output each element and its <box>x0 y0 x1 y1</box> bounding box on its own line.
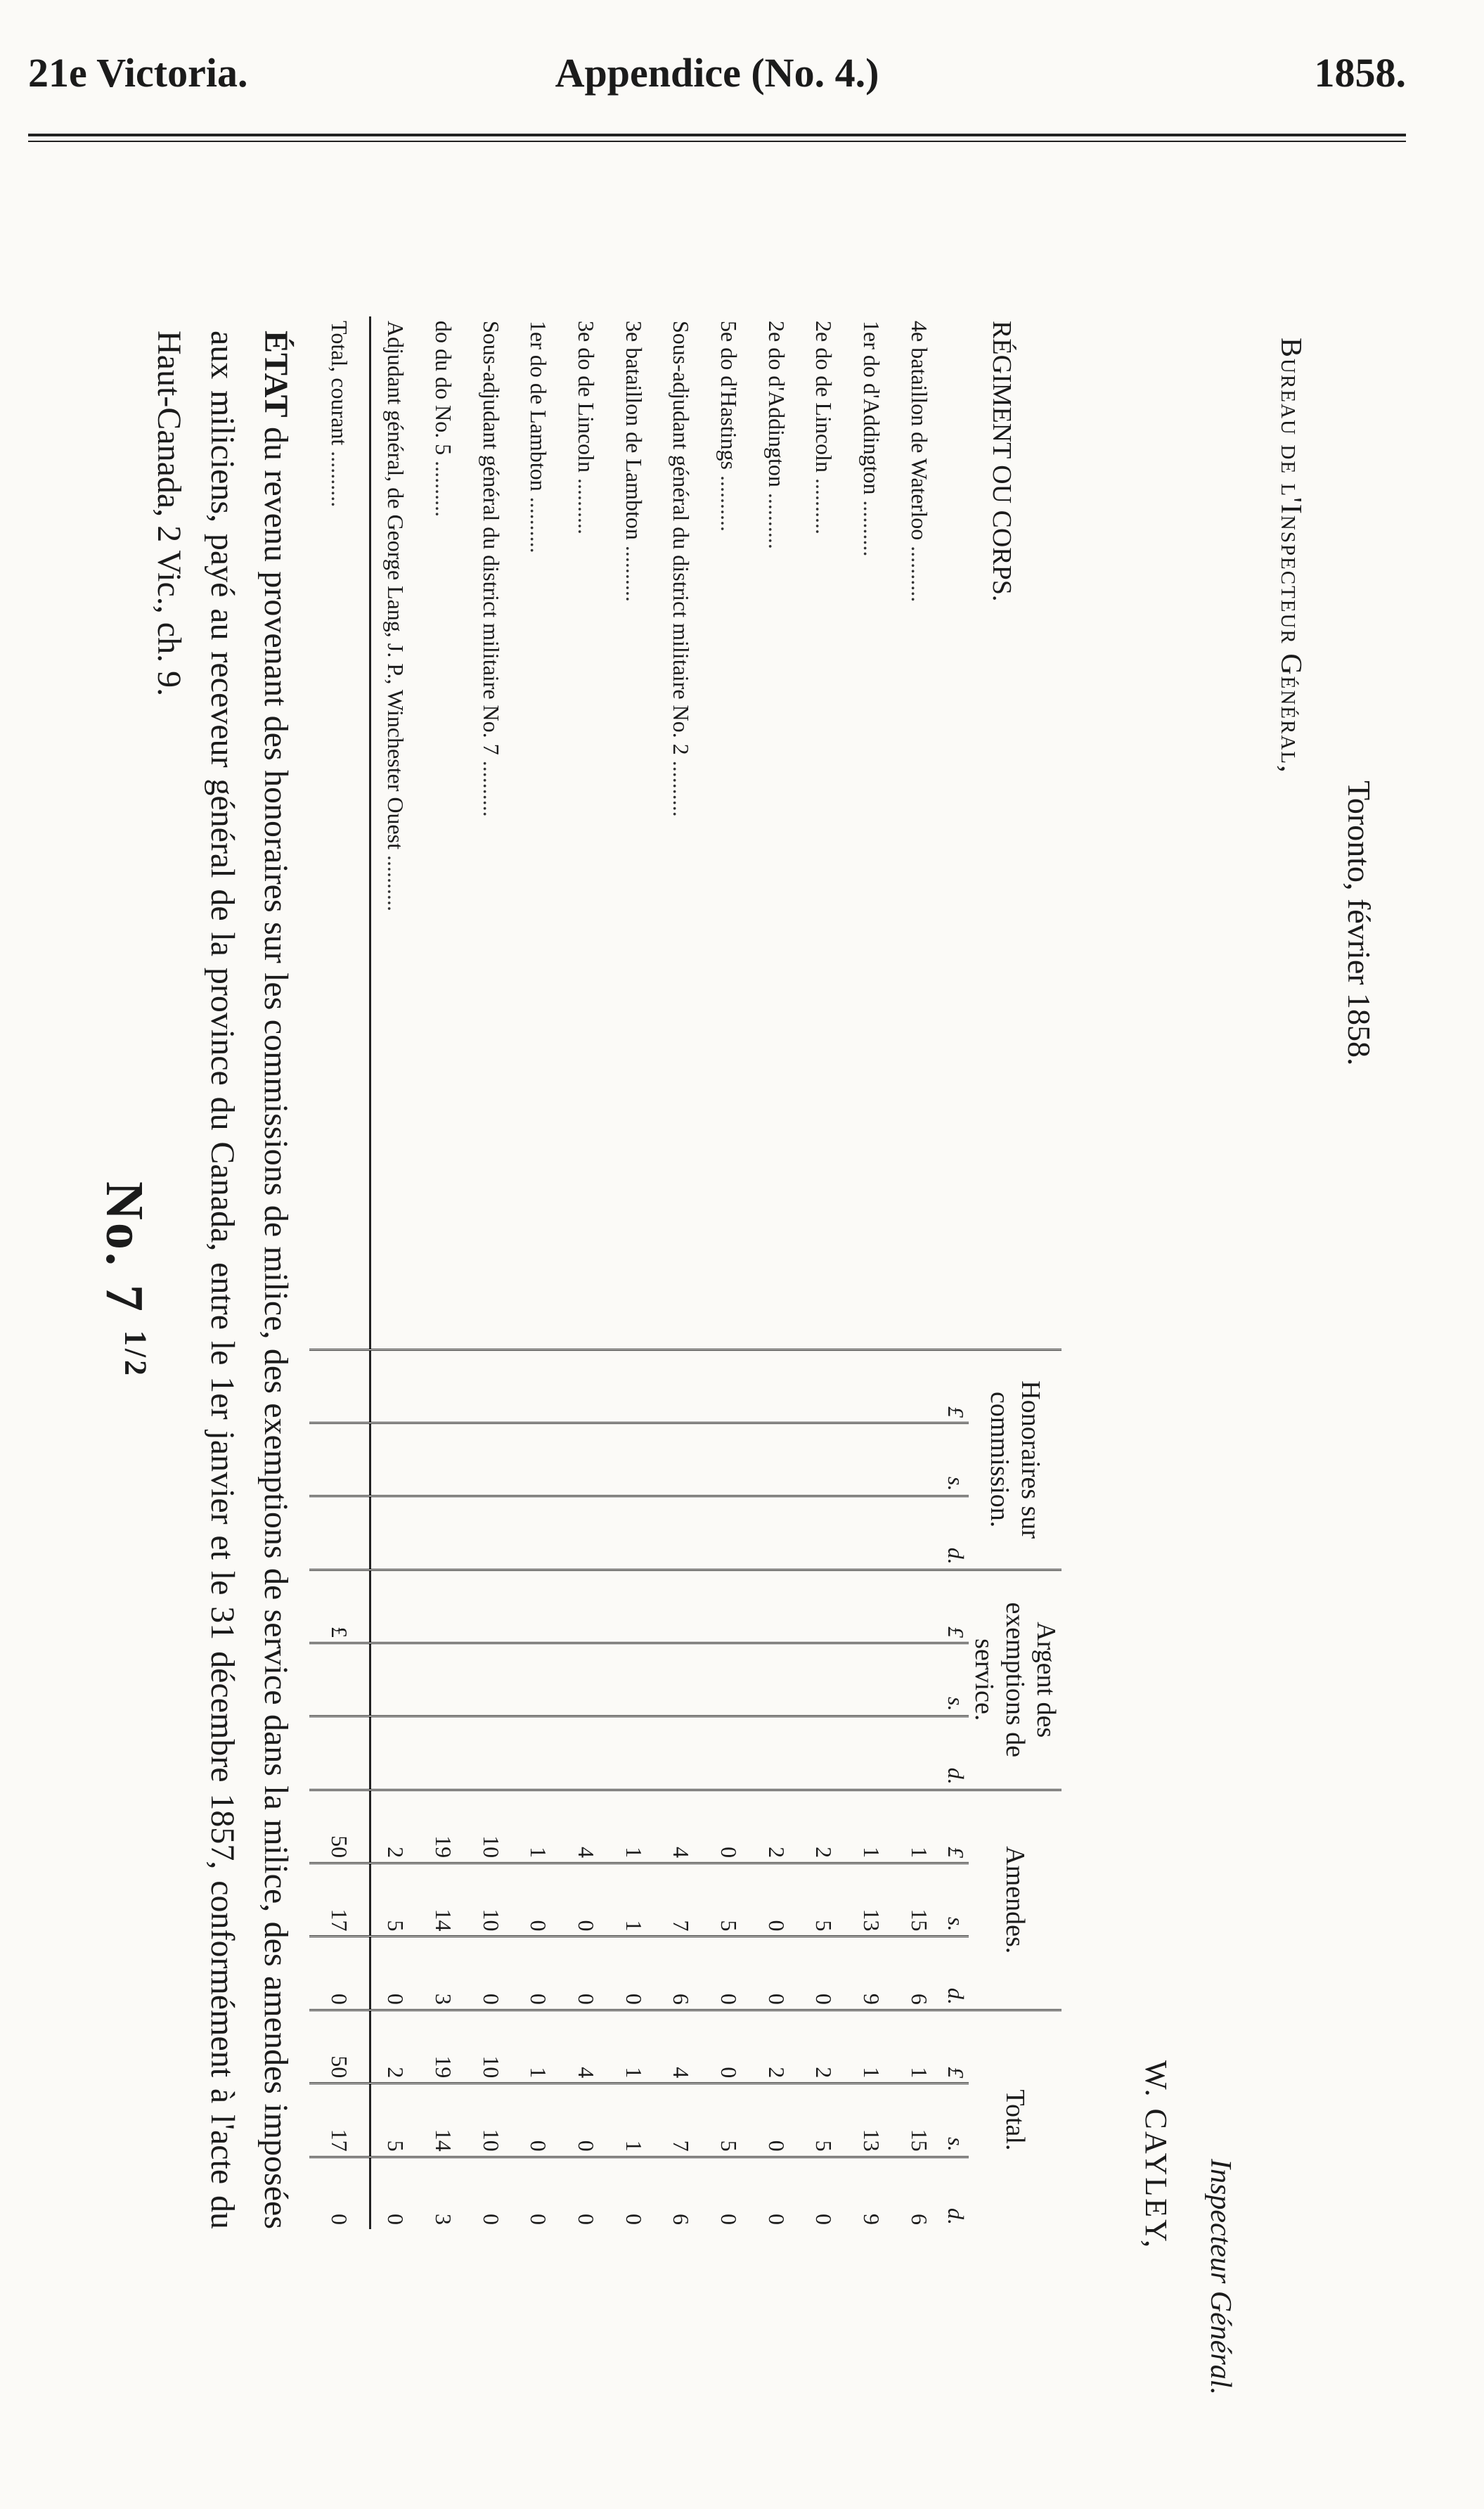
argent-cell <box>467 1716 515 1790</box>
amendes-pence: 0 <box>609 1937 657 2010</box>
amendes-shillings: 1 <box>609 1863 657 1937</box>
honoraires-cell <box>705 1423 753 1496</box>
regiment-name: 4e bataillon de Waterloo <box>906 321 932 541</box>
amendes-pounds: 1 <box>895 1790 943 1863</box>
regiment-name: 1er do d'Addington <box>859 321 884 495</box>
total-shillings: 5 <box>800 2084 848 2157</box>
total-shillings: 5 <box>705 2084 753 2157</box>
total-pence: 0 <box>370 2157 420 2229</box>
header-rule <box>28 134 1406 136</box>
honoraires-cell <box>515 1496 562 1570</box>
argent-cell <box>467 1643 515 1716</box>
total-pounds: 4 <box>562 2010 610 2083</box>
argent-cell <box>515 1643 562 1716</box>
total-pounds: 10 <box>467 2010 515 2083</box>
unit-pence: d. <box>943 1937 969 2010</box>
table-row <box>895 316 943 2229</box>
honoraires-cell <box>895 1423 943 1496</box>
leader-dots: .......... <box>573 472 599 534</box>
unit-shilling: s. <box>943 1643 969 1716</box>
regiment-name: Sous-adjudant général du district militaire No. 2 <box>669 321 695 755</box>
argent-cell: £ <box>309 1570 370 1643</box>
honoraires-cell <box>420 1349 467 1423</box>
honoraires-cell <box>309 1349 370 1423</box>
argent-cell <box>420 1716 467 1790</box>
leader-dots: .......... <box>763 487 789 549</box>
amendes-shillings: 0 <box>515 1863 562 1937</box>
table-row <box>800 316 848 2229</box>
honoraires-cell <box>467 1423 515 1496</box>
total-shillings: 0 <box>515 2084 562 2157</box>
table-row <box>752 316 800 2229</box>
total-pounds: 2 <box>752 2010 800 2083</box>
total-shillings: 15 <box>895 2084 943 2157</box>
total-pounds: 2 <box>800 2010 848 2083</box>
total-pence: 0 <box>752 2157 800 2229</box>
argent-cell <box>515 1716 562 1790</box>
running-header <box>28 42 1406 113</box>
unit-shilling: s. <box>943 1863 969 1937</box>
intro-text: du revenu provenant des honoraires sur les commissions de milice, des exemptions de service dans la milice, des amendes imposées aux miliciens, payé au receveur général de la province du Canada, entre le 1er janvier et le 31 décembre 1857, conformément à l'acte du Haut-Canada, 2 Vic., ch. 9. <box>150 331 295 2229</box>
honoraires-cell <box>420 1496 467 1570</box>
place-date: Toronto, février 1858. <box>1341 781 1377 1066</box>
total-pounds: 0 <box>705 2010 753 2083</box>
regiment-cell <box>467 316 515 1349</box>
regiment-cell <box>515 316 562 1349</box>
amendes-pence: 9 <box>848 1937 896 2010</box>
document-number-text: No. 7 <box>95 1181 154 1314</box>
argent-cell <box>370 1570 420 1643</box>
col-regiment-header: RÉGIMENT OU CORPS. <box>987 321 1017 602</box>
unit-pound: £ <box>943 2010 969 2083</box>
amendes-pounds: 10 <box>467 1790 515 1863</box>
regiment-name: Total, courant <box>327 321 353 446</box>
total-pence: 6 <box>657 2157 705 2229</box>
total-pence: 6 <box>895 2157 943 2229</box>
leader-dots: .......... <box>526 491 552 553</box>
argent-cell <box>800 1716 848 1790</box>
table-row <box>370 316 420 2229</box>
amendes-pence: 0 <box>309 1937 370 2010</box>
unit-pound: £ <box>943 1570 969 1643</box>
total-pounds: 2 <box>370 2010 420 2083</box>
regiment-name: do du do No. 5 <box>430 321 456 456</box>
amendes-pounds: 2 <box>370 1790 420 1863</box>
table-row <box>657 316 705 2229</box>
honoraires-cell <box>895 1349 943 1423</box>
leader-dots: .......... <box>669 755 695 817</box>
total-shillings: 0 <box>752 2084 800 2157</box>
amendes-pence: 3 <box>420 1937 467 2010</box>
regiment-name: 2e do d'Addington <box>763 321 789 487</box>
argent-cell <box>800 1643 848 1716</box>
honoraires-cell <box>609 1496 657 1570</box>
honoraires-cell <box>800 1349 848 1423</box>
unit-pence: d. <box>943 1496 969 1570</box>
regiment-cell <box>895 316 943 1349</box>
honoraires-cell <box>705 1496 753 1570</box>
bureau-line: Bureau de l'Inspecteur Général, <box>1275 338 1307 774</box>
honoraires-cell <box>752 1349 800 1423</box>
amendes-pence: 0 <box>562 1937 610 2010</box>
leader-dots: .......... <box>859 494 884 557</box>
amendes-shillings: 0 <box>562 1863 610 1937</box>
signature-title: Inspecteur Général. <box>1204 2159 1237 2395</box>
argent-cell <box>752 1570 800 1643</box>
regiment-cell <box>370 316 420 1349</box>
regiment-cell <box>752 316 800 1349</box>
amendes-pence: 6 <box>657 1937 705 2010</box>
amendes-shillings: 5 <box>705 1863 753 1937</box>
total-pence: 0 <box>515 2157 562 2229</box>
col-honoraires-header: Honoraires sur commission. <box>969 1349 1062 1570</box>
total-pence: 9 <box>848 2157 896 2229</box>
total-pence: 0 <box>800 2157 848 2229</box>
total-pence: 0 <box>467 2157 515 2229</box>
header-session: 21e Victoria. <box>28 50 248 96</box>
argent-cell <box>657 1643 705 1716</box>
amendes-shillings: 5 <box>800 1863 848 1937</box>
header-rule-thin <box>28 141 1406 142</box>
total-pounds: 50 <box>309 2010 370 2083</box>
leader-dots: .......... <box>906 540 932 603</box>
col-total-header: Total. <box>969 2010 1062 2229</box>
argent-cell <box>705 1643 753 1716</box>
intro-lead: ÉTAT <box>257 331 295 418</box>
total-pence: 0 <box>609 2157 657 2229</box>
honoraires-cell <box>657 1423 705 1496</box>
table-row <box>420 316 467 2229</box>
amendes-pence: 0 <box>515 1937 562 2010</box>
table-row <box>562 316 610 2229</box>
honoraires-cell <box>705 1349 753 1423</box>
argent-cell <box>309 1643 370 1716</box>
honoraires-cell <box>562 1496 610 1570</box>
total-shillings: 10 <box>467 2084 515 2157</box>
leader-dots: .......... <box>716 469 742 532</box>
amendes-shillings: 15 <box>895 1863 943 1937</box>
regiment-name: 2e do de Lincoln <box>811 321 837 473</box>
unit-shilling: s. <box>943 1423 969 1496</box>
total-pounds: 1 <box>848 2010 896 2083</box>
honoraires-cell <box>515 1423 562 1496</box>
table-row <box>515 316 562 2229</box>
total-shillings: 13 <box>848 2084 896 2157</box>
unit-pence: d. <box>943 2157 969 2229</box>
honoraires-cell <box>609 1349 657 1423</box>
honoraires-cell <box>848 1423 896 1496</box>
amendes-shillings: 5 <box>370 1863 420 1937</box>
regiment-cell <box>609 316 657 1349</box>
total-shillings: 14 <box>420 2084 467 2157</box>
honoraires-cell <box>309 1496 370 1570</box>
argent-cell <box>705 1570 753 1643</box>
amendes-shillings: 10 <box>467 1863 515 1937</box>
argent-cell <box>609 1570 657 1643</box>
total-pounds: 1 <box>515 2010 562 2083</box>
total-pounds: 19 <box>420 2010 467 2083</box>
honoraires-cell <box>752 1496 800 1570</box>
table-row <box>467 316 515 2229</box>
total-shillings: 1 <box>609 2084 657 2157</box>
argent-cell <box>515 1570 562 1643</box>
argent-cell <box>705 1716 753 1790</box>
unit-pence: d. <box>943 1716 969 1790</box>
total-row <box>309 316 370 2229</box>
regiment-cell <box>800 316 848 1349</box>
amendes-shillings: 14 <box>420 1863 467 1937</box>
argent-cell <box>752 1716 800 1790</box>
argent-cell <box>309 1716 370 1790</box>
argent-cell <box>562 1570 610 1643</box>
regiment-cell <box>705 316 753 1349</box>
amendes-pence: 0 <box>467 1937 515 2010</box>
regiment-cell <box>657 316 705 1349</box>
argent-cell <box>420 1570 467 1643</box>
amendes-shillings: 0 <box>752 1863 800 1937</box>
document-number-fraction: 1/2 <box>118 1330 153 1379</box>
amendes-pounds: 19 <box>420 1790 467 1863</box>
honoraires-cell <box>467 1496 515 1570</box>
total-pounds: 4 <box>657 2010 705 2083</box>
honoraires-cell <box>370 1423 420 1496</box>
regiment-cell <box>420 316 467 1349</box>
argent-cell <box>562 1643 610 1716</box>
amendes-pence: 0 <box>370 1937 420 2010</box>
argent-cell <box>895 1570 943 1643</box>
signature-name: W. CAYLEY, <box>1139 2060 1173 2250</box>
regiment-name: Adjudant général, de George Lang, J. P., Winchester Ouest <box>382 321 408 849</box>
honoraires-cell <box>657 1496 705 1570</box>
argent-cell <box>657 1570 705 1643</box>
regiment-name: 1er do de Lambton <box>526 321 552 492</box>
argent-cell <box>562 1716 610 1790</box>
honoraires-cell <box>848 1349 896 1423</box>
amendes-shillings: 17 <box>309 1863 370 1937</box>
argent-cell <box>895 1643 943 1716</box>
total-pounds: 1 <box>609 2010 657 2083</box>
amendes-pounds: 50 <box>309 1790 370 1863</box>
leader-dots: .......... <box>621 539 647 602</box>
amendes-pounds: 4 <box>657 1790 705 1863</box>
regiment-name: Sous-adjudant général du district militaire No. 7 <box>478 321 504 755</box>
total-shillings: 7 <box>657 2084 705 2157</box>
honoraires-cell <box>562 1423 610 1496</box>
honoraires-cell <box>370 1496 420 1570</box>
header-year: 1858. <box>1314 50 1406 96</box>
amendes-pounds: 1 <box>848 1790 896 1863</box>
honoraires-cell <box>420 1423 467 1496</box>
amendes-pounds: 2 <box>800 1790 848 1863</box>
unit-pound: £ <box>943 1349 969 1423</box>
honoraires-cell <box>609 1423 657 1496</box>
col-argent-header: Argent des exemptions de service. <box>969 1570 1062 1790</box>
total-pence: 0 <box>309 2157 370 2229</box>
honoraires-cell <box>562 1349 610 1423</box>
argent-cell <box>657 1716 705 1790</box>
honoraires-cell <box>370 1349 420 1423</box>
honoraires-cell <box>752 1423 800 1496</box>
leader-dots: .......... <box>430 455 456 518</box>
total-pounds: 1 <box>895 2010 943 2083</box>
total-shillings: 17 <box>309 2084 370 2157</box>
regiment-cell <box>562 316 610 1349</box>
argent-cell <box>467 1570 515 1643</box>
argent-cell <box>609 1716 657 1790</box>
amendes-pounds: 2 <box>752 1790 800 1863</box>
total-shillings: 5 <box>370 2084 420 2157</box>
argent-cell <box>752 1643 800 1716</box>
regiment-name: 3e bataillon de Lambton <box>621 321 647 540</box>
amendes-pounds: 1 <box>515 1790 562 1863</box>
amendes-pence: 0 <box>752 1937 800 2010</box>
amendes-pounds: 0 <box>705 1790 753 1863</box>
unit-pound: £ <box>943 1790 969 1863</box>
argent-cell <box>848 1570 896 1643</box>
amendes-pence: 0 <box>705 1937 753 2010</box>
amendes-shillings: 13 <box>848 1863 896 1937</box>
honoraires-cell <box>657 1349 705 1423</box>
total-pence: 0 <box>705 2157 753 2229</box>
argent-cell <box>848 1643 896 1716</box>
argent-cell <box>370 1716 420 1790</box>
amendes-pence: 0 <box>800 1937 848 2010</box>
honoraires-cell <box>309 1423 370 1496</box>
leader-dots: .......... <box>382 849 408 911</box>
total-shillings: 0 <box>562 2084 610 2157</box>
argent-cell <box>370 1643 420 1716</box>
total-pence: 0 <box>562 2157 610 2229</box>
amendes-pounds: 4 <box>562 1790 610 1863</box>
regiment-cell <box>309 316 370 1349</box>
argent-cell <box>420 1643 467 1716</box>
total-pence: 3 <box>420 2157 467 2229</box>
header-appendix: Appendice (No. 4.) <box>555 50 879 96</box>
honoraires-cell <box>800 1496 848 1570</box>
honoraires-cell <box>467 1349 515 1423</box>
table-row <box>705 316 753 2229</box>
honoraires-cell <box>895 1496 943 1570</box>
revenue-table <box>309 316 1062 2229</box>
rotated-content <box>84 148 1406 2412</box>
argent-cell <box>848 1716 896 1790</box>
leader-dots: .......... <box>811 472 837 534</box>
honoraires-cell <box>515 1349 562 1423</box>
intro-paragraph <box>142 331 302 2229</box>
regiment-name: 3e do de Lincoln <box>573 321 599 473</box>
amendes-pence: 6 <box>895 1937 943 2010</box>
argent-cell <box>800 1570 848 1643</box>
col-amendes-header: Amendes. <box>969 1790 1062 2010</box>
regiment-cell <box>848 316 896 1349</box>
table-row <box>848 316 896 2229</box>
amendes-shillings: 7 <box>657 1863 705 1937</box>
argent-cell <box>609 1643 657 1716</box>
leader-dots: .......... <box>327 445 353 508</box>
argent-cell <box>895 1716 943 1790</box>
honoraires-cell <box>848 1496 896 1570</box>
regiment-name: 5e do d'Hastings <box>716 321 742 470</box>
amendes-pounds: 1 <box>609 1790 657 1863</box>
unit-shilling: s. <box>943 2084 969 2157</box>
leader-dots: .......... <box>478 755 504 817</box>
honoraires-cell <box>800 1423 848 1496</box>
table-row <box>609 316 657 2229</box>
